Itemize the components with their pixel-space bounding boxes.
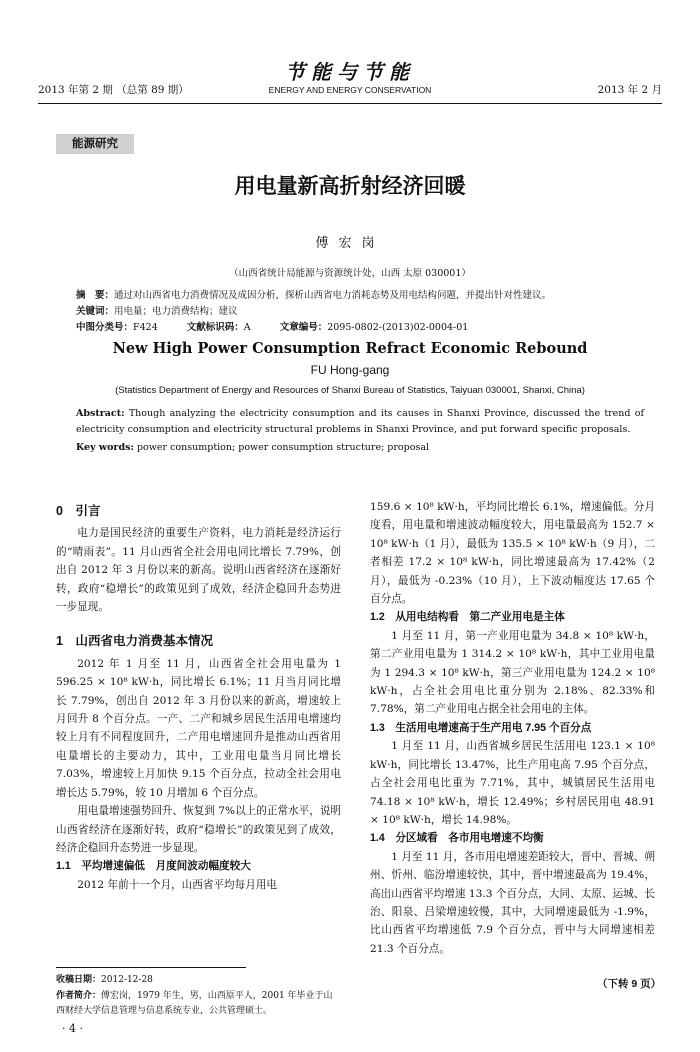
english-title: New High Power Consumption Refract Economic Rebound	[112, 340, 588, 357]
keywords-cn	[76, 304, 640, 319]
subsection-heading-1-3: 1.3 生活用电增速高于生产用电 7.95 个百分点	[370, 721, 592, 734]
body-column-left	[56, 498, 341, 894]
subsection-1-1-continued: 159.6 × 10⁸ kW·h，平均同比增长 6.1%，增速偏低。分月度看，用电量和增速波动幅度较大，用电量最高为 152.7 × 10⁸ kW·h（1 月），最低为 135.5 × 10⁸ kW·h（9 月），二者相差 17.2 × 10⁸ kW·h，同比增速最高为 17.42%（2 月），最低为 -0.23%（10 月），上下波动幅度达 17.65 个百分点。	[370, 501, 655, 606]
journal-masthead	[38, 60, 662, 96]
english-author: FU Hong-gang	[310, 363, 390, 377]
intro-paragraph: 电力是国民经济的重要生产资料，电力消耗是经济运行的“晴雨表”。11 月山西省全社会用电同比增长 7.79%，创出自 2012 年 3 月份以来的新高。说明山西省经济在逐渐好转，政府“稳增长”的政策见到了成效，经济企稳回升态势进一步显现。	[56, 527, 341, 614]
journal-title-cn: 节能与节能	[285, 60, 415, 84]
english-abstract	[76, 406, 644, 438]
subsection-heading-1-4: 1.4 分区域看 各市用电增速不均衡	[370, 832, 544, 845]
english-abstract-label: Abstract:	[76, 408, 125, 419]
english-keywords-label: Key words:	[76, 442, 134, 453]
received-date	[56, 972, 341, 988]
footnote-rule	[56, 967, 246, 968]
classification-line	[76, 320, 640, 335]
author-bio	[56, 988, 341, 1019]
english-keywords-text: power consumption; power consumption structure; proposal	[136, 442, 430, 453]
issue-info: 2013 年第 2 期 （总第 89 期）	[38, 84, 189, 96]
section1-paragraph1: 2012 年 1 月至 11 月，山西省全社会用电量为 1 596.25 × 10⁸ kW·h，同比增长 6.1%；11 月当月同比增长 7.79%，创出自 2012 年 3 月份以来的新高，增速较上月回升 8 个百分点。一产、二产和城乡居民生活用电增速均较上月有不同程度回升，二产用电增速回升是推动山西省用电量增长的主要动力，其中，工业用电量当月同比增长 7.03%，增速较上月加快 9.15 个百分点，拉动全社会用电增长达 5.79%，较 10 月增加 6 个百分点。	[56, 657, 341, 799]
column-tag: 能源研究	[56, 134, 134, 154]
english-keywords	[76, 442, 644, 453]
article-title: 用电量新高折射经济回暖	[234, 175, 466, 198]
section1-paragraph2: 用电量增速强势回升、恢复到 7%以上的正常水平，说明山西省经济在逐渐好转，政府“稳增长”的政策见到了成效，经济企稳回升态势进一步显现。	[56, 805, 342, 854]
keywords-label: 关键词：	[76, 306, 115, 317]
author-affiliation: （山西省统计局能源与资源统计处，山西 太原 030001）	[229, 268, 471, 279]
section-heading-1: 1 山西省电力消费基本情况	[56, 634, 213, 649]
subsection-1-3-paragraph: 1 月至 11 月，山西省城乡居民生活用电 123.1 × 10⁸ kW·h，同比增长 13.47%，比生产用电高 7.95 个百分点，占全社会用电比重为 7.71%，其中，城镇居民生活用电 74.18 × 10⁸ kW·h，增长 12.49%；乡村居民用电 48.91 × 10⁸ kW·h，增长 14.98%。	[370, 740, 655, 826]
author-name: 傅宏岗	[315, 236, 385, 251]
journal-title-en: ENERGY AND ENERGY CONSERVATION	[268, 85, 432, 95]
clc-value: F424	[133, 322, 158, 333]
subsection-heading-1-2: 1.2 从用电结构看 第二产业用电是主体	[370, 611, 565, 624]
doc-code-value: A	[243, 322, 251, 333]
page-number: · 4 ·	[62, 1022, 83, 1035]
english-affiliation: (Statistics Department of Energy and Resources of Shanxi Bureau of Statistics, Taiyuan 030001, Shanxi, China)	[115, 385, 585, 396]
subsection-1-2-paragraph: 1 月至 11 月，第一产业用电量为 34.8 × 10⁸ kW·h，第二产业用电量为 1 314.2 × 10⁸ kW·h，其中工业用电量为 1 294.3 × 10⁸ kW·h，第三产业用电量为 124.2 × 10⁸ kW·h，占全社会用电比重分别为 2.18%、82.33%和 7.78%，第二产业用电占据全社会用电的主体。	[370, 629, 655, 716]
continued-note: （下转 9 页）	[597, 978, 662, 990]
clc-label: 中图分类号：	[76, 322, 134, 333]
issue-date: 2013 年 2 月	[597, 84, 662, 96]
doc-code-label: 文献标识码：	[186, 322, 244, 333]
running-header	[38, 60, 662, 104]
abstract-cn	[76, 288, 640, 303]
header-rule	[38, 103, 662, 104]
keywords-text: 用电量；电力消费结构；建议	[114, 306, 238, 317]
subsection-heading-1-1: 1.1 平均增速偏低 月度间波动幅度较大	[56, 860, 251, 873]
article-no-value: 2095-0802-(2013)02-0004-01	[327, 322, 469, 333]
body-column-right	[370, 498, 655, 958]
abstract-text: 通过对山西省电力消费情况及成因分析，探析山西省电力消耗态势及用电结构问题，并提出针对性建议。	[114, 290, 552, 301]
section-heading-0: 0 引言	[56, 504, 101, 518]
bio-text: 傅宏岗，1979 年生，男，山西原平人，2001 年毕业于山西财经大学信息管理与信息系统专业，公共管理硕士。	[56, 991, 333, 1016]
bio-label: 作者简介：	[56, 990, 102, 1000]
subsection-1-4-paragraph: 1 月至 11 月，各市用电增速差距较大，晋中、晋城、朔州、忻州、临汾增速较快，其中，晋中增速最高为 19.4%，高出山西省平均增速 13.3 个百分点，大同、太原、运城、长治、阳泉、吕梁增速较慢，其中，大同增速最低为 -1.9%，比山西省平均增速低 7.9 个百分点，晋中与大同增速相差 21.3 个百分点。	[370, 850, 655, 955]
article-no-label: 文章编号：	[279, 322, 328, 333]
subsection-1-1-paragraph: 2012 年前十一个月，山西省平均每月用电	[77, 878, 278, 891]
received-value: 2012-12-28	[101, 975, 153, 985]
abstract-label: 摘 要：	[76, 290, 115, 301]
english-abstract-text: Though analyzing the electricity consumption and its causes in Shanxi Province, discussed the trend of electricity consumption and electricity structural problems in Shanxi Province, and put forward specific proposals.	[76, 408, 644, 435]
received-label: 收稿日期：	[56, 974, 102, 984]
